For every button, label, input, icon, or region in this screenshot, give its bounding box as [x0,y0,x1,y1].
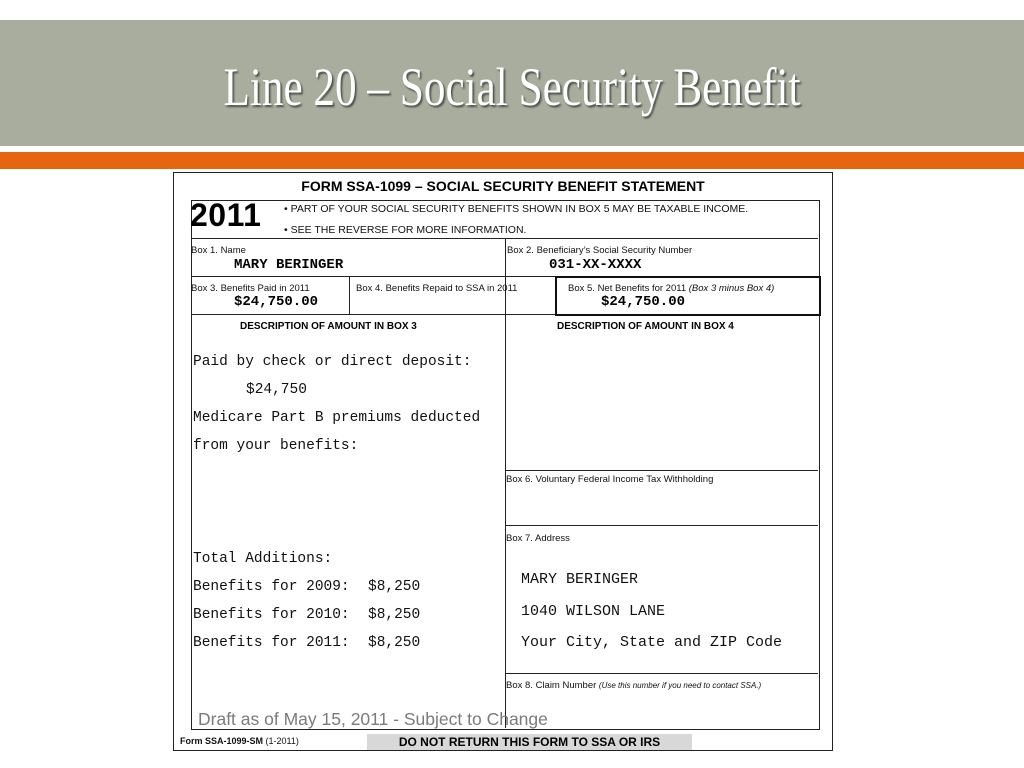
box2-ssn: 031-XX-XXXX [549,257,642,273]
bullet-reverse: • SEE THE REVERSE FOR MORE INFORMATION. [284,224,527,236]
form-year: 2011 [190,197,262,233]
bullet-taxable: • PART OF YOUR SOCIAL SECURITY BENEFITS SHOWN IN BOX 5 MAY BE TAXABLE INCOME. [284,203,749,215]
addition-2009-label: Benefits for 2009: [193,579,350,595]
box1-label: Box 1. Name [191,245,246,256]
divider-box8 [505,673,818,674]
desc-box4-heading: DESCRIPTION OF AMOUNT IN BOX 4 [557,321,734,332]
box5-label [568,283,774,294]
box5-label-note: (Box 3 minus Box 4) [688,283,775,294]
box5-frame [555,276,821,316]
slide-title: Line 20 – Social Security Benefit [223,57,801,117]
box5-amount: $24,750.00 [601,294,686,310]
accent-bar [0,152,1024,169]
divider-box7 [505,525,818,526]
address-name: MARY BERINGER [521,571,639,588]
desc3-line-amount: $24,750 [246,382,307,398]
addition-2010-label: Benefits for 2010: [193,607,350,623]
desc3-line-deducted: from your benefits: [193,438,359,454]
form-id [180,736,299,746]
address-street: 1040 WILSON LANE [521,603,666,620]
addition-2010-amount: $8,250 [368,607,421,623]
form-id-number: Form SSA-1099-SM [180,736,264,746]
form-id-date: (1-2011) [265,736,299,746]
addition-2009-amount: $8,250 [368,579,421,595]
desc3-line-paid: Paid by check or direct deposit: [193,354,472,370]
divider-desc-columns [505,314,506,728]
divider-box4-box5 [505,276,506,314]
box6-label: Box 6. Voluntary Federal Income Tax Withholding [506,474,714,485]
addition-2011-amount: $8,250 [368,635,421,651]
draft-notice: Draft as of May 15, 2011 - Subject to Change [198,709,548,729]
box8-label [506,680,761,691]
box3-amount: $24,750.00 [234,294,319,310]
box8-label-text: Box 8. Claim Number [506,680,597,691]
address-city: Your City, State and ZIP Code [521,634,783,651]
form-title: FORM SSA-1099 – SOCIAL SECURITY BENEFIT STATEMENT [301,178,705,194]
divider-box3-box4 [349,276,350,314]
box8-label-note: (Use this number if you need to contact SSA.) [598,681,762,690]
box2-label: Box 2. Beneficiary’s Social Security Number [507,245,693,256]
box1-name: MARY BERINGER [234,257,344,273]
do-not-return-notice: DO NOT RETURN THIS FORM TO SSA OR IRS [367,734,692,750]
ssa-1099-form [173,172,833,751]
divider-box6 [505,470,818,471]
total-additions-title: Total Additions: [193,551,333,567]
desc3-line-medicare: Medicare Part B premiums deducted [193,410,481,426]
desc-box3-heading: DESCRIPTION OF AMOUNT IN BOX 3 [240,321,417,332]
addition-2011-label: Benefits for 2011: [193,635,350,651]
box4-label: Box 4. Benefits Repaid to SSA in 2011 [356,283,518,294]
divider-box1-box2 [505,238,506,276]
box7-label: Box 7. Address [506,533,570,544]
box5-label-text: Box 5. Net Benefits for 2011 [568,283,687,294]
box3-label: Box 3. Benefits Paid in 2011 [191,283,310,294]
